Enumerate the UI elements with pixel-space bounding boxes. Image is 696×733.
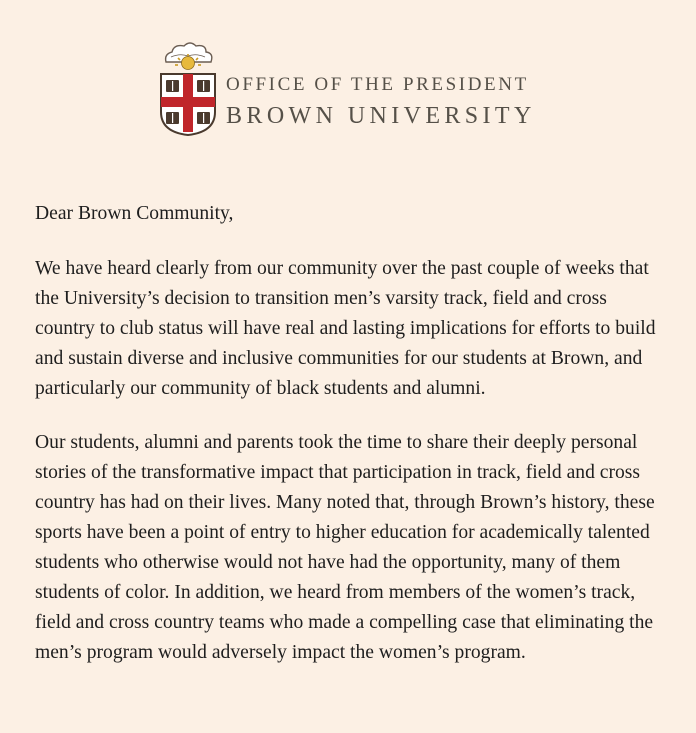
letterhead <box>158 40 558 140</box>
letter-body <box>35 199 665 692</box>
brown-university-seal-icon <box>158 40 218 136</box>
salutation: Dear Brown Community, <box>35 203 234 224</box>
university-name: BROWN UNIVERSITY <box>226 103 536 129</box>
letter-paragraph-2: Our students, alumni and parents took the time to share their deeply personal stories of the transformative impact that participation in track, field and cross country has had on their lives. Many noted that, through Brown’s history, these sports have been a point of entry to higher education for academically talented students who otherwise would not have had the opportunity, many of them students of color. In addition, we heard from members of the women’s track, field and cross country teams who made a compelling case that eliminating the men’s program would adversely impact the women’s program. <box>35 432 655 663</box>
letter-paragraph-1: We have heard clearly from our community over the past couple of weeks that the University’s decision to transition men’s varsity track, field and cross country to club status will have real and lasting implications for efforts to build and sustain diverse and inclusive communities for our students at Brown, and particularly our community of black students and alumni. <box>35 258 656 399</box>
office-title: OFFICE OF THE PRESIDENT <box>226 74 529 95</box>
